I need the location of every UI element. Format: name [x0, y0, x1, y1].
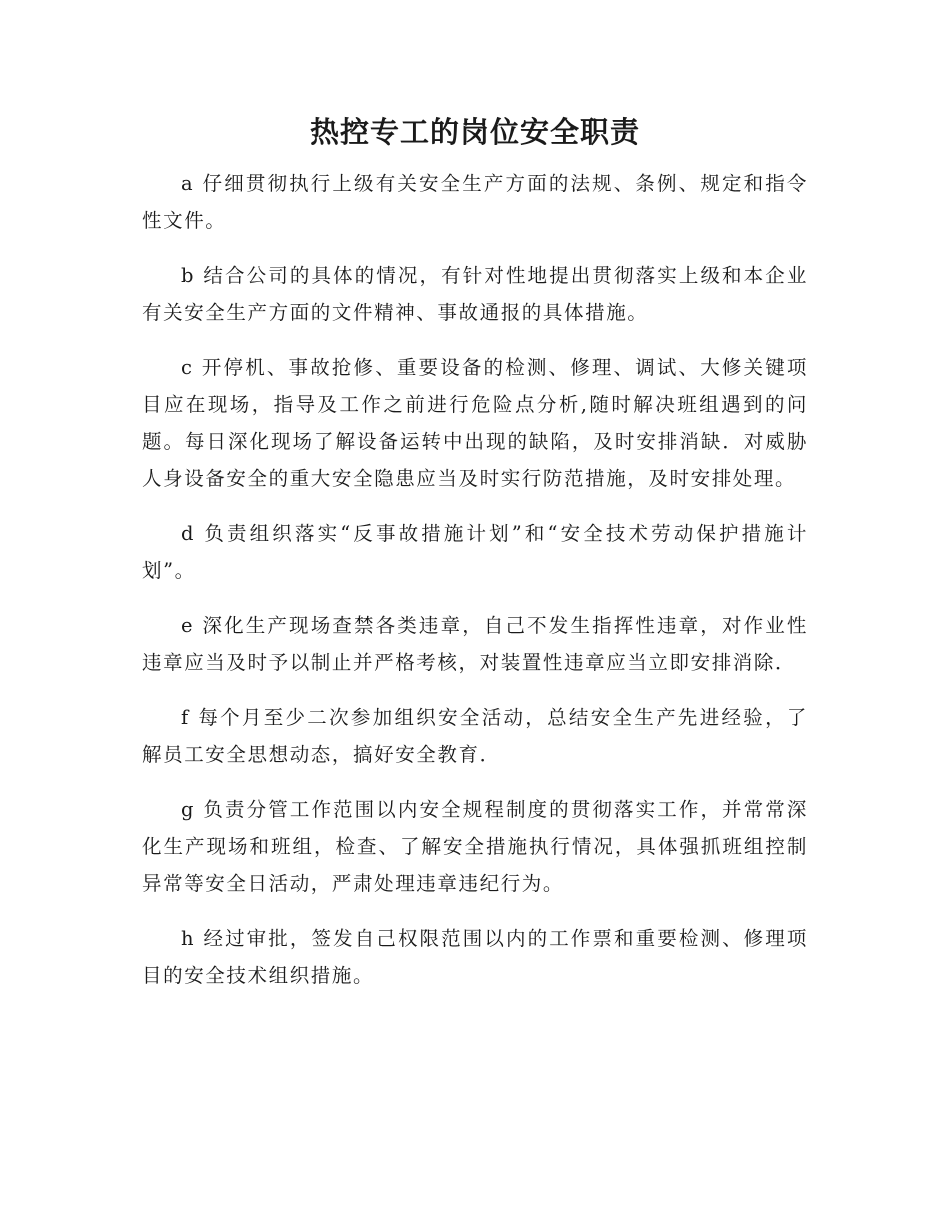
paragraph-e: e 深化生产现场查禁各类违章，自己不发生指挥性违章，对作业性违章应当及时予以制止并严格考核，对装置性违章应当立即安排消除．: [142, 614, 808, 674]
paragraph-f: f 每个月至少二次参加组织安全活动，总结安全生产先进经验，了解员工安全思想动态，搞好安全教育．: [142, 706, 808, 766]
paragraph-a: a 仔细贯彻执行上级有关安全生产方面的法规、条例、规定和指令性文件。: [142, 172, 808, 232]
paragraph-d: d 负责组织落实“反事故措施计划”和“安全技术劳动保护措施计划”。: [142, 522, 808, 582]
document-title: 热控专工的岗位安全职责: [309, 115, 640, 149]
paragraph-b: b 结合公司的具体的情况，有针对性地提出贯彻落实上级和本企业有关安全生产方面的文件精神、事故通报的具体措施。: [142, 264, 808, 324]
paragraph-h: h 经过审批，签发自己权限范围以内的工作票和重要检测、修理项目的安全技术组织措施。: [142, 927, 808, 987]
paragraph-c: c 开停机、事故抢修、重要设备的检测、修理、调试、大修关键项目应在现场，指导及工作之前进行危险点分析,随时解决班组遇到的问题。每日深化现场了解设备运转中出现的缺陷，及时安排消缺．对威胁人身设备安全的重大安全隐患应当及时实行防范措施，及时安排处理。: [142, 356, 808, 490]
document-body: [142, 165, 808, 1012]
paragraph-g: g 负责分管工作范围以内安全规程制度的贯彻落实工作，并常常深化生产现场和班组，检查、了解安全措施执行情况，具体强抓班组控制异常等安全日活动，严肃处理违章违纪行为。: [142, 798, 808, 895]
